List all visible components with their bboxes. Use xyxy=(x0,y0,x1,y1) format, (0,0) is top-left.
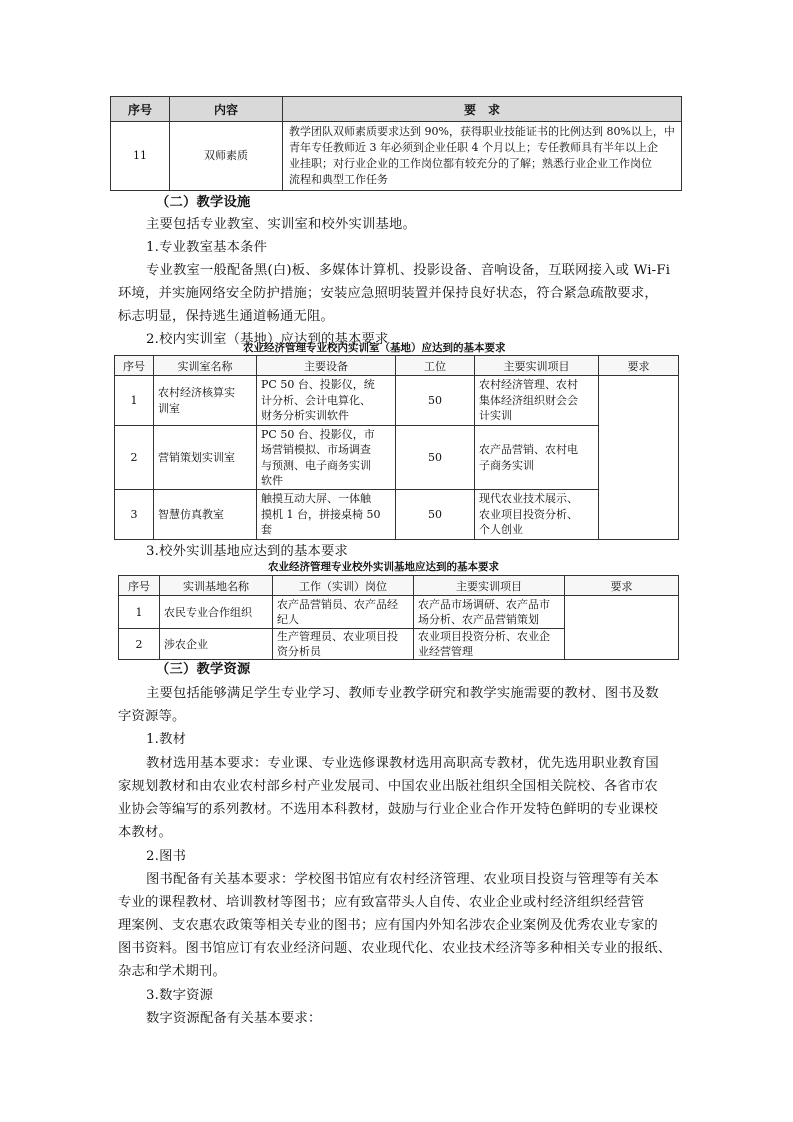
col-header-no: 序号 xyxy=(111,97,170,122)
table-header-row xyxy=(115,356,679,376)
row-base-name: 涉农企业 xyxy=(160,629,273,660)
col-header-base-name: 实训基地名称 xyxy=(160,576,273,596)
row-seats: 50 xyxy=(396,490,475,540)
cell-line: 现代农业技术展示、 xyxy=(479,492,578,506)
table-header-row xyxy=(111,97,682,122)
col-header-equipment: 主要设备 xyxy=(257,356,396,376)
col-header-content: 内容 xyxy=(170,97,283,122)
requirement-line: 流程和典型工作任务 xyxy=(289,173,388,186)
requirement-line: 教学团队双师素质要求达到 90%，获得职业技能证书的比例达到 80%以上，中 xyxy=(289,125,675,138)
row-post xyxy=(273,629,414,660)
row-items xyxy=(414,629,565,660)
cell-line: 业经营管理 xyxy=(418,645,473,658)
row-items xyxy=(414,596,565,629)
table-caption-offcampus: 农业经济管理专业校外实训基地应达到的基本要求 xyxy=(268,561,499,573)
cell-line: 个人创业 xyxy=(479,523,523,537)
subheading-classroom: 1.专业教室基本条件 xyxy=(146,240,268,255)
paragraph-books-line: 理案例、支农惠农政策等相关专业的图书；应有国内外知名涉农企业案例及优秀农业专家的 xyxy=(118,918,658,933)
paragraph-facilities: 主要包括专业教室、实训室和校外实训基地。 xyxy=(146,217,416,232)
paragraph-digital: 数字资源配备有关基本要求： xyxy=(146,1011,322,1026)
row-equipment xyxy=(257,426,396,490)
row-requirement xyxy=(283,122,682,191)
cell-line: 套 xyxy=(261,523,272,537)
row-room-name xyxy=(154,376,257,426)
table-header-row xyxy=(119,576,679,596)
cell-line: 财务分析实训软件 xyxy=(261,409,349,423)
oncampus-training-table xyxy=(114,355,679,540)
cell-line: 训室 xyxy=(158,401,180,415)
requirement-line: 青年专任教师近 3 年必须到企业任职 4 个月以上；专任教师具有半年以上企 xyxy=(289,141,658,154)
cell-line: 农产品营销员、农产品经 xyxy=(277,598,398,611)
paragraph-textbook-line: 本教材。 xyxy=(118,825,172,840)
requirement-cell xyxy=(565,596,679,660)
table-row xyxy=(111,122,682,191)
paragraph-resources-line: 字资源等。 xyxy=(118,709,186,724)
cell-line: 农业项目投资分析、农业企 xyxy=(418,630,550,643)
paragraph-books-line: 杂志和学术期刊。 xyxy=(118,964,226,979)
row-room-name xyxy=(154,426,257,490)
cell-line: 集体经济组织财会会 xyxy=(479,393,578,407)
cell-line: 智慧仿真教室 xyxy=(158,507,224,521)
cell-line: 资分析员 xyxy=(277,645,321,658)
col-header-requirement: 要 求 xyxy=(283,97,682,122)
row-no: 2 xyxy=(115,426,154,490)
cell-line: 计分析、会计电算化、 xyxy=(261,393,371,407)
row-items xyxy=(475,376,599,426)
section-heading-resources: （三）教学资源 xyxy=(156,662,251,677)
cell-line: 软件 xyxy=(261,474,283,487)
table-row xyxy=(119,596,679,629)
col-header-requirement: 要求 xyxy=(565,576,679,596)
col-header-items: 主要实训项目 xyxy=(475,356,599,376)
paragraph-books-line: 专业的课程教材、培训教材等图书；应有致富带头人自传、农业企业或村经济组织经营管 xyxy=(118,895,645,910)
cell-line: 场营销模拟、市场调查 xyxy=(261,443,371,456)
row-equipment xyxy=(257,490,396,540)
row-seats: 50 xyxy=(396,426,475,490)
cell-line: 场分析、农产品营销策划 xyxy=(418,613,539,626)
col-header-seats: 工位 xyxy=(396,356,475,376)
col-header-no: 序号 xyxy=(115,356,154,376)
subheading-digital: 3.数字资源 xyxy=(146,988,214,1003)
paragraph-textbook-line: 教材选用基本要求：专业课、专业选修课教材选用高职高专教材，优先选用职业教育国 xyxy=(146,756,659,771)
col-header-no: 序号 xyxy=(119,576,160,596)
table-row xyxy=(115,376,679,426)
cell-line: 农村经济核算实 xyxy=(158,386,235,399)
col-header-items: 主要实训项目 xyxy=(414,576,565,596)
cell-line: 农业项目投资分析、 xyxy=(479,507,578,521)
col-header-room-name: 实训室名称 xyxy=(154,356,257,376)
subheading-books: 2.图书 xyxy=(146,849,187,864)
paragraph-textbook-line: 家规划教材和由农业农村部乡村产业发展司、中国农业出版社组织全国相关院校、各省市农 xyxy=(118,779,658,794)
paragraph-classroom-line: 标志明显，保持逃生通道畅通无阻。 xyxy=(118,309,334,324)
cell-line: 子商务实训 xyxy=(479,458,534,472)
paragraph-books-line: 图书资料。图书馆应订有农业经济问题、农业现代化、农业技术经济等多种相关专业的报纸、 xyxy=(118,941,672,956)
paragraph-books-line: 图书配备有关基本要求：学校图书馆应有农村经济管理、农业项目投资与管理等有关本 xyxy=(146,872,659,887)
paragraph-classroom-line: 环境，并实施网络安全防护措施；安装应急照明装置并保持良好状态，符合紧急疏散要求， xyxy=(118,286,658,301)
row-no: 2 xyxy=(119,629,160,660)
requirement-line: 业挂职；对行业企业的工作岗位都有较充分的了解；熟悉行业企业工作岗位 xyxy=(289,157,652,170)
cell-line: 摸机 1 台，拼接桌椅 50 xyxy=(261,507,381,521)
subheading-offcampus: 3.校外实训基地应达到的基本要求 xyxy=(146,544,349,559)
offcampus-training-table xyxy=(118,575,679,660)
row-no: 3 xyxy=(115,490,154,540)
subheading-oncampus: 2.校内实训室（基地）应达到的基本要求 xyxy=(146,332,389,347)
paragraph-textbook-line: 业协会等编写的系列教材。不选用本科教材，鼓励与行业企业合作开发特色鲜明的专业课校 xyxy=(118,802,658,817)
row-room-name xyxy=(154,490,257,540)
row-no: 1 xyxy=(115,376,154,426)
cell-line: 计实训 xyxy=(479,409,512,423)
paragraph-resources-line: 主要包括能够满足学生专业学习、教师专业教学研究和教学实施需要的教材、图书及数 xyxy=(146,686,659,701)
row-no: 11 xyxy=(111,122,170,191)
teacher-requirements-table xyxy=(110,96,682,191)
col-header-requirement: 要求 xyxy=(599,356,679,376)
row-no: 1 xyxy=(119,596,160,629)
row-post xyxy=(273,596,414,629)
row-base-name: 农民专业合作组织 xyxy=(160,596,273,629)
row-seats: 50 xyxy=(396,376,475,426)
cell-line: 纪人 xyxy=(277,613,299,626)
cell-line: 农产品营销、农村电 xyxy=(479,443,578,456)
col-header-post: 工作（实训）岗位 xyxy=(273,576,414,596)
requirement-cell xyxy=(599,376,679,540)
cell-line: PC 50 台、投影仪，市 xyxy=(261,427,375,441)
table-row xyxy=(115,490,679,540)
cell-line: 农产品市场调研、农产品市 xyxy=(418,598,550,611)
cell-line: 触摸互动大屏、一体触 xyxy=(261,492,371,506)
row-items xyxy=(475,490,599,540)
cell-line: 与预测、电子商务实训 xyxy=(261,458,371,472)
row-content: 双师素质 xyxy=(170,122,283,191)
table-caption-oncampus: 农业经济管理专业校内实训室（基地）应达到的基本要求 xyxy=(243,342,506,354)
cell-line: PC 50 台、投影仪，统 xyxy=(261,378,375,392)
paragraph-classroom-line: 专业教室一般配备黑(白)板、多媒体计算机、投影设备、音响设备，互联网接入或 Wi-Fi xyxy=(146,263,671,278)
subheading-textbook: 1.教材 xyxy=(146,732,187,747)
cell-line: 生产管理员、农业项目投 xyxy=(277,630,398,643)
cell-line: 农村经济管理、农村 xyxy=(479,378,578,392)
row-equipment xyxy=(257,376,396,426)
cell-line: 营销策划实训室 xyxy=(158,450,235,464)
section-heading-facilities: （二）教学设施 xyxy=(156,195,251,210)
table-row xyxy=(115,426,679,490)
row-items xyxy=(475,426,599,490)
